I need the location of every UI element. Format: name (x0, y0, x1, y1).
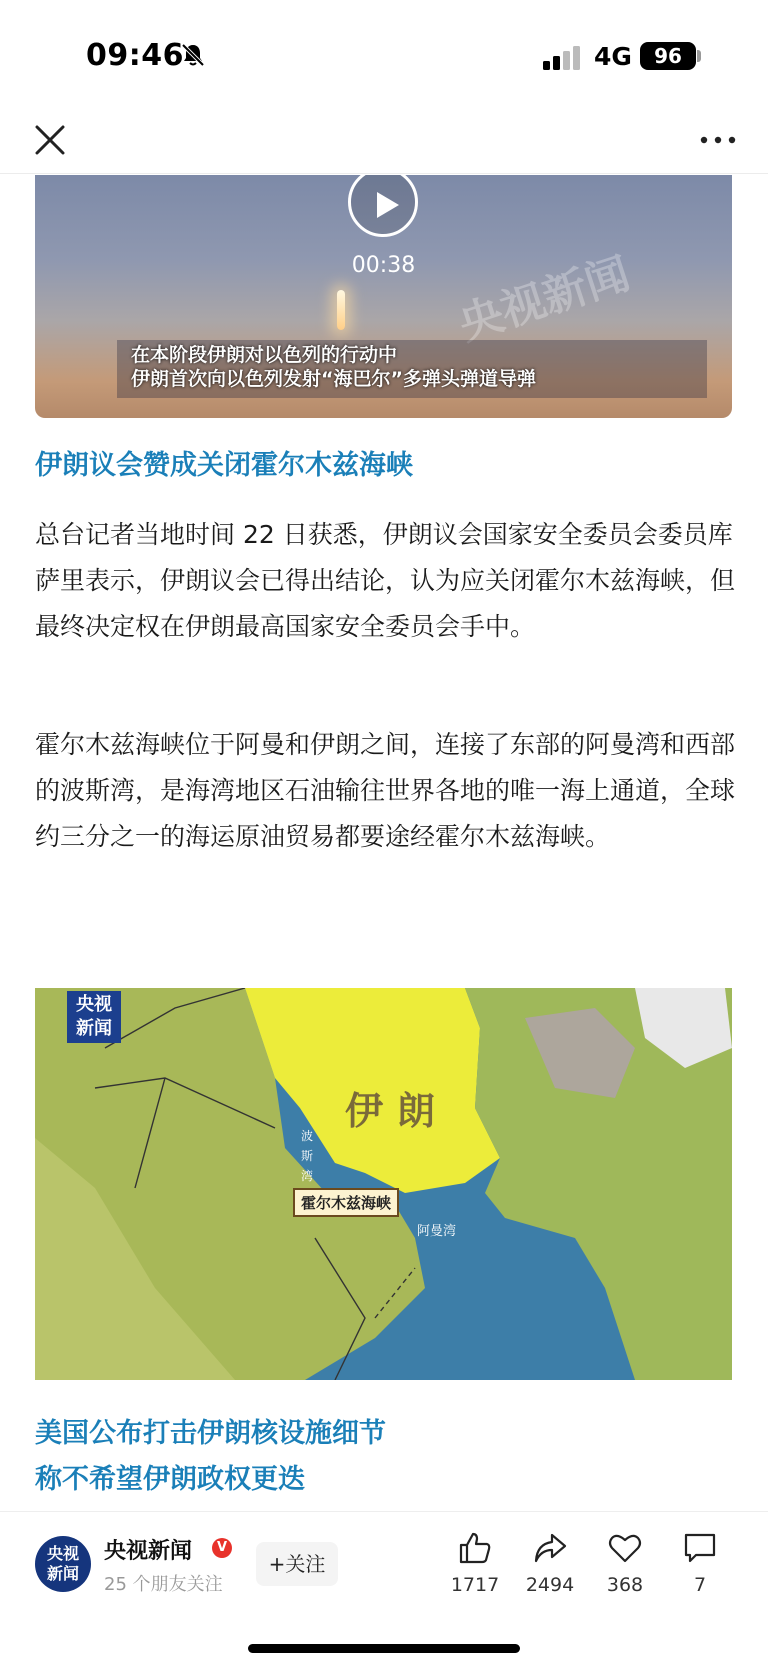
missile-launch-image (337, 290, 345, 330)
favorite-button[interactable] (585, 1526, 665, 1606)
article-content[interactable] (0, 175, 768, 1510)
avatar[interactable] (35, 1536, 91, 1592)
heart-icon (607, 1530, 643, 1566)
paragraph-2: 霍尔木兹海峡位于阿曼和伊朗之间，连接了东部的阿曼湾和西部的波斯湾，是海湾地区石油输往世界各地的唯一海上通道，全球约三分之一的海运原油贸易都要途经霍尔木兹海峡。 (35, 730, 736, 851)
video-caption (131, 343, 536, 391)
comment-button[interactable] (660, 1526, 740, 1606)
map-label-iran: 伊朗 (345, 1089, 450, 1133)
strait-map-image[interactable] (35, 988, 732, 1380)
video-duration: 00:38 (351, 253, 416, 278)
map-label-gulf-of-oman: 阿曼湾 (417, 1224, 457, 1239)
map-label-persian-gulf: 波斯湾 (301, 1129, 314, 1183)
close-icon[interactable] (32, 122, 68, 158)
section-heading-2-line2: 称不希望伊朗政权更迭 (35, 1464, 305, 1495)
like-button[interactable] (435, 1526, 515, 1606)
play-icon (377, 192, 399, 218)
friends-following-count: 25 个朋友关注 (104, 1574, 223, 1595)
bell-muted-icon (180, 42, 206, 68)
video-watermark: 央视新闻 (452, 247, 636, 351)
more-options-icon[interactable] (696, 122, 740, 158)
share-button[interactable] (510, 1526, 590, 1606)
comment-count: 7 (693, 1574, 707, 1596)
video-caption-line2: 伊朗首次向以色列发射“海巴尔”多弹头弹道导弹 (131, 368, 536, 390)
video-caption-line1: 在本阶段伊朗对以色列的行动中 (131, 344, 398, 366)
map-logo-line1: 央视 (76, 994, 112, 1015)
map-brand-logo (67, 991, 121, 1043)
network-type: 4G (594, 42, 632, 71)
thumbs-up-icon (457, 1530, 493, 1566)
map-label-strait: 霍尔木兹海峡 (293, 1188, 399, 1217)
battery-level: 96 (640, 42, 696, 70)
section-heading-1: 伊朗议会赞成关闭霍尔木兹海峡 (35, 450, 413, 481)
paragraph-1: 总台记者当地时间 22 日获悉，伊朗议会国家安全委员会委员库萨里表示，伊朗议会已得出结论，认为应关闭霍尔木兹海峡，但最终决定权在伊朗最高国家安全委员会手中。 (35, 520, 736, 641)
comment-bubble-icon (682, 1530, 718, 1566)
like-count: 1717 (450, 1574, 500, 1596)
section-heading-2-line1: 美国公布打击伊朗核设施细节 (35, 1418, 386, 1449)
top-nav-bar (0, 110, 768, 174)
map-illustration (35, 988, 732, 1380)
battery-tip (697, 50, 701, 62)
account-name[interactable]: 央视新闻 (104, 1539, 193, 1564)
home-indicator[interactable] (248, 1644, 520, 1653)
share-arrow-icon (532, 1530, 568, 1566)
map-logo-line2: 新闻 (76, 1018, 112, 1039)
avatar-line1: 央视 (46, 1544, 79, 1563)
avatar-line2: 新闻 (46, 1564, 79, 1583)
status-bar (0, 0, 768, 110)
verified-badge-icon: V (212, 1538, 232, 1558)
favorite-count: 368 (606, 1574, 644, 1596)
status-time: 09:46 (86, 38, 184, 73)
follow-button[interactable]: +关注 (256, 1542, 338, 1586)
cellular-signal-icon (543, 46, 583, 70)
bottom-action-bar (0, 1511, 768, 1669)
share-count: 2494 (525, 1574, 575, 1596)
play-button[interactable] (348, 175, 418, 237)
video-player[interactable] (35, 175, 732, 418)
